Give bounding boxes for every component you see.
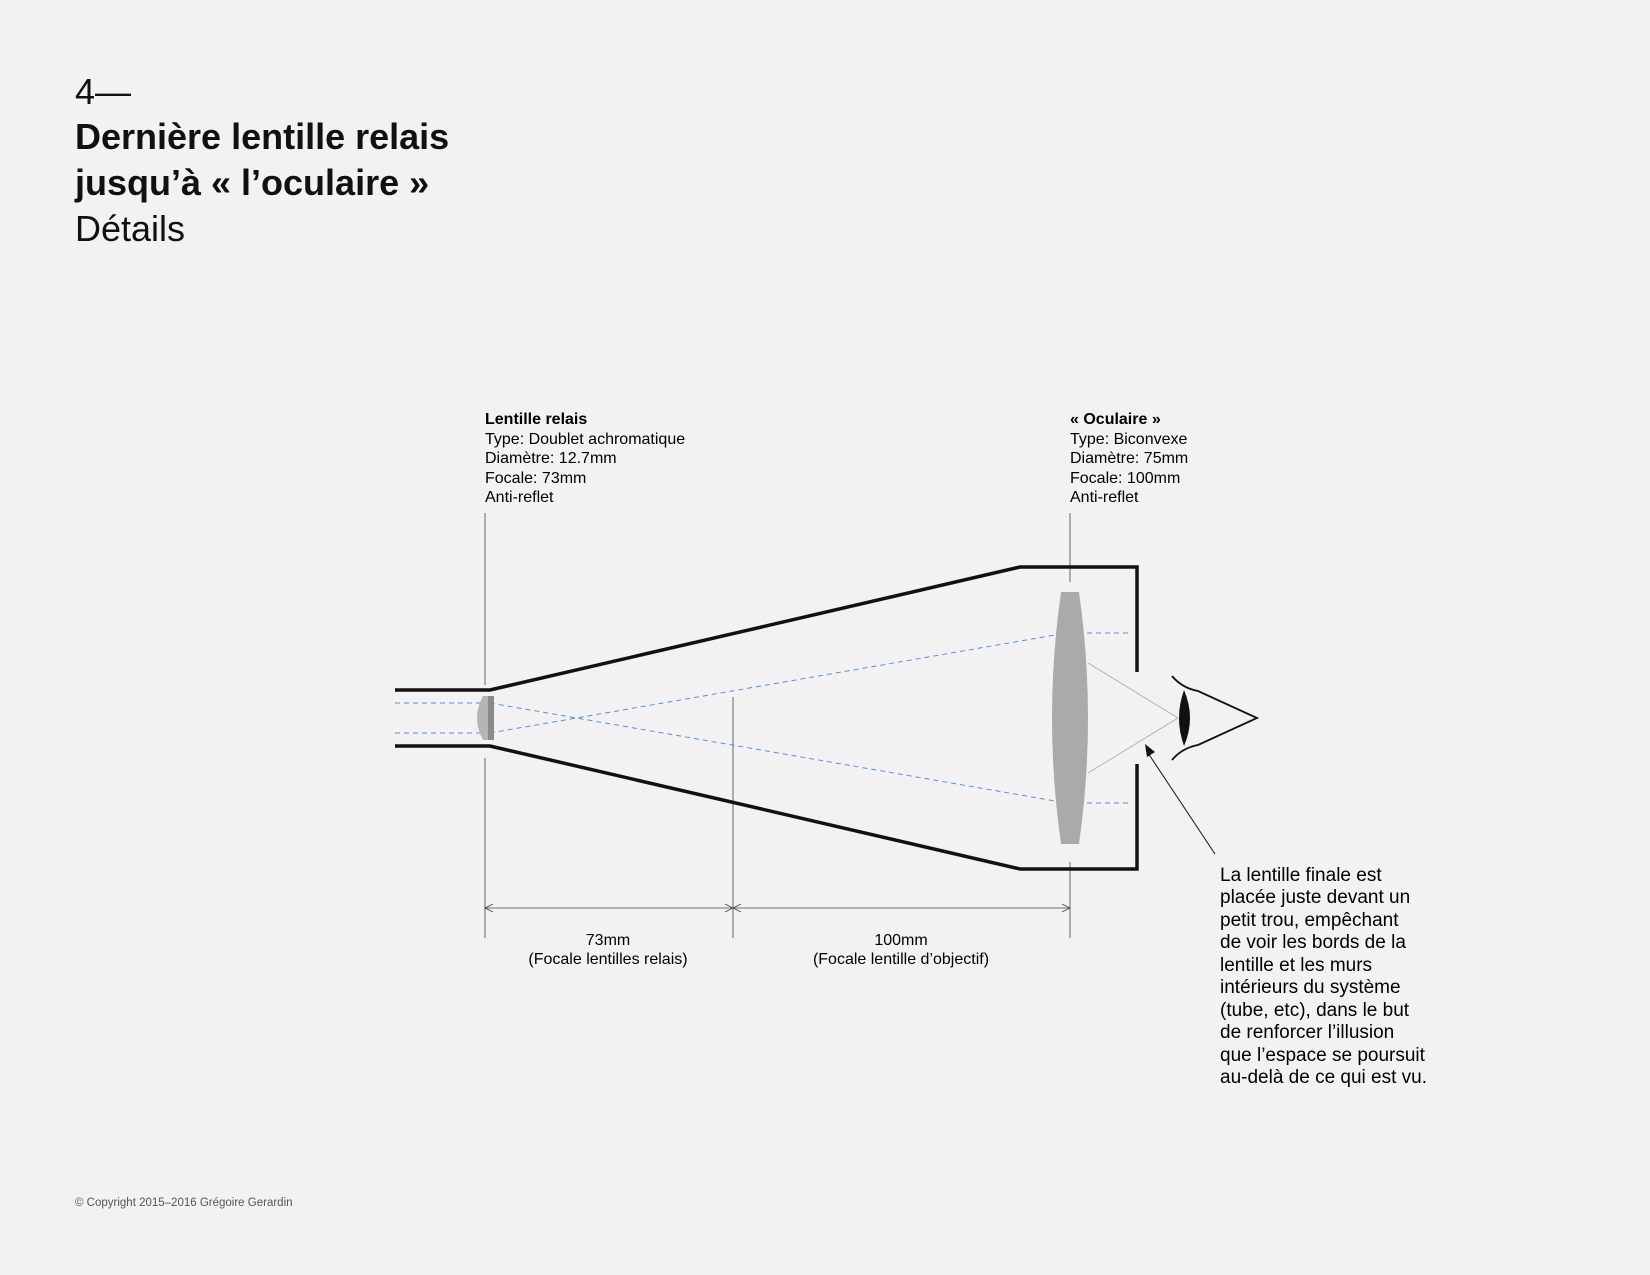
tube-top-wall: [395, 567, 1137, 690]
eye-icon: [1172, 676, 1257, 760]
eyepiece-coating: Anti-reflet: [1070, 489, 1139, 506]
copyright: © Copyright 2015–2016 Grégoire Gerardin: [75, 1197, 293, 1209]
ray-converge-top: [490, 703, 1055, 801]
page-title-line-1: Dernière lentille relais: [75, 116, 450, 157]
note-pointer: [1145, 744, 1215, 854]
view-line-bottom: [1088, 718, 1178, 773]
note-line: La lentille finale est: [1220, 865, 1382, 886]
note-line: intérieurs du système: [1220, 977, 1401, 998]
note-line: de voir les bords de la: [1220, 932, 1406, 953]
side-note: [1220, 865, 1427, 1088]
eyepiece-type: Type: Biconvexe: [1070, 431, 1188, 448]
section-number: 4—: [75, 71, 132, 112]
view-line-top: [1088, 663, 1178, 718]
relay-lens-focal: Focale: 73mm: [485, 470, 587, 487]
note-pointer-arrowhead: [1145, 744, 1155, 757]
relay-lens-diameter: Diamètre: 12.7mm: [485, 450, 617, 467]
dimension-100-value: 100mm: [874, 932, 928, 949]
ray-converge-bottom: [490, 635, 1055, 733]
dimension-lines: [485, 904, 1070, 912]
note-line: (tube, etc), dans le but: [1220, 1000, 1410, 1021]
light-rays: [395, 633, 1128, 803]
relay-lens-title: Lentille relais: [485, 411, 588, 428]
note-line: petit trou, empêchant: [1220, 910, 1399, 931]
dimension-73-label: (Focale lentilles relais): [528, 951, 688, 968]
note-line: placée juste devant un: [1220, 887, 1411, 908]
relay-lens-spec: [485, 411, 685, 506]
page-title-line-2: jusqu’à « l’oculaire »: [75, 162, 430, 203]
eyepiece-focal: Focale: 100mm: [1070, 470, 1181, 487]
page-subtitle: Détails: [75, 208, 186, 249]
dimension-73-value: 73mm: [585, 932, 631, 949]
tube-outline: [395, 567, 1137, 869]
tube-bottom-wall: [395, 746, 1137, 869]
eyepiece-lens: [1052, 592, 1088, 844]
eye-pupil: [1179, 690, 1190, 746]
note-pointer-line: [1146, 750, 1215, 854]
relay-lens-type: Type: Doublet achromatique: [485, 431, 686, 448]
note-line: lentille et les murs: [1220, 955, 1373, 976]
eyepiece-title: « Oculaire »: [1070, 411, 1161, 428]
note-line: que l’espace se poursuit: [1220, 1045, 1425, 1066]
note-line: au-delà de ce qui est vu.: [1220, 1067, 1428, 1088]
dimension-100-label: (Focale lentille d’objectif): [812, 951, 990, 968]
note-line: de renforcer l’illusion: [1220, 1022, 1395, 1043]
relay-lens-coating: Anti-reflet: [485, 489, 554, 506]
eyepiece-diameter: Diamètre: 75mm: [1070, 450, 1189, 467]
eyepiece-spec: [1070, 411, 1188, 506]
view-cone: [1088, 663, 1178, 773]
relay-lens-rear-element: [488, 696, 494, 740]
